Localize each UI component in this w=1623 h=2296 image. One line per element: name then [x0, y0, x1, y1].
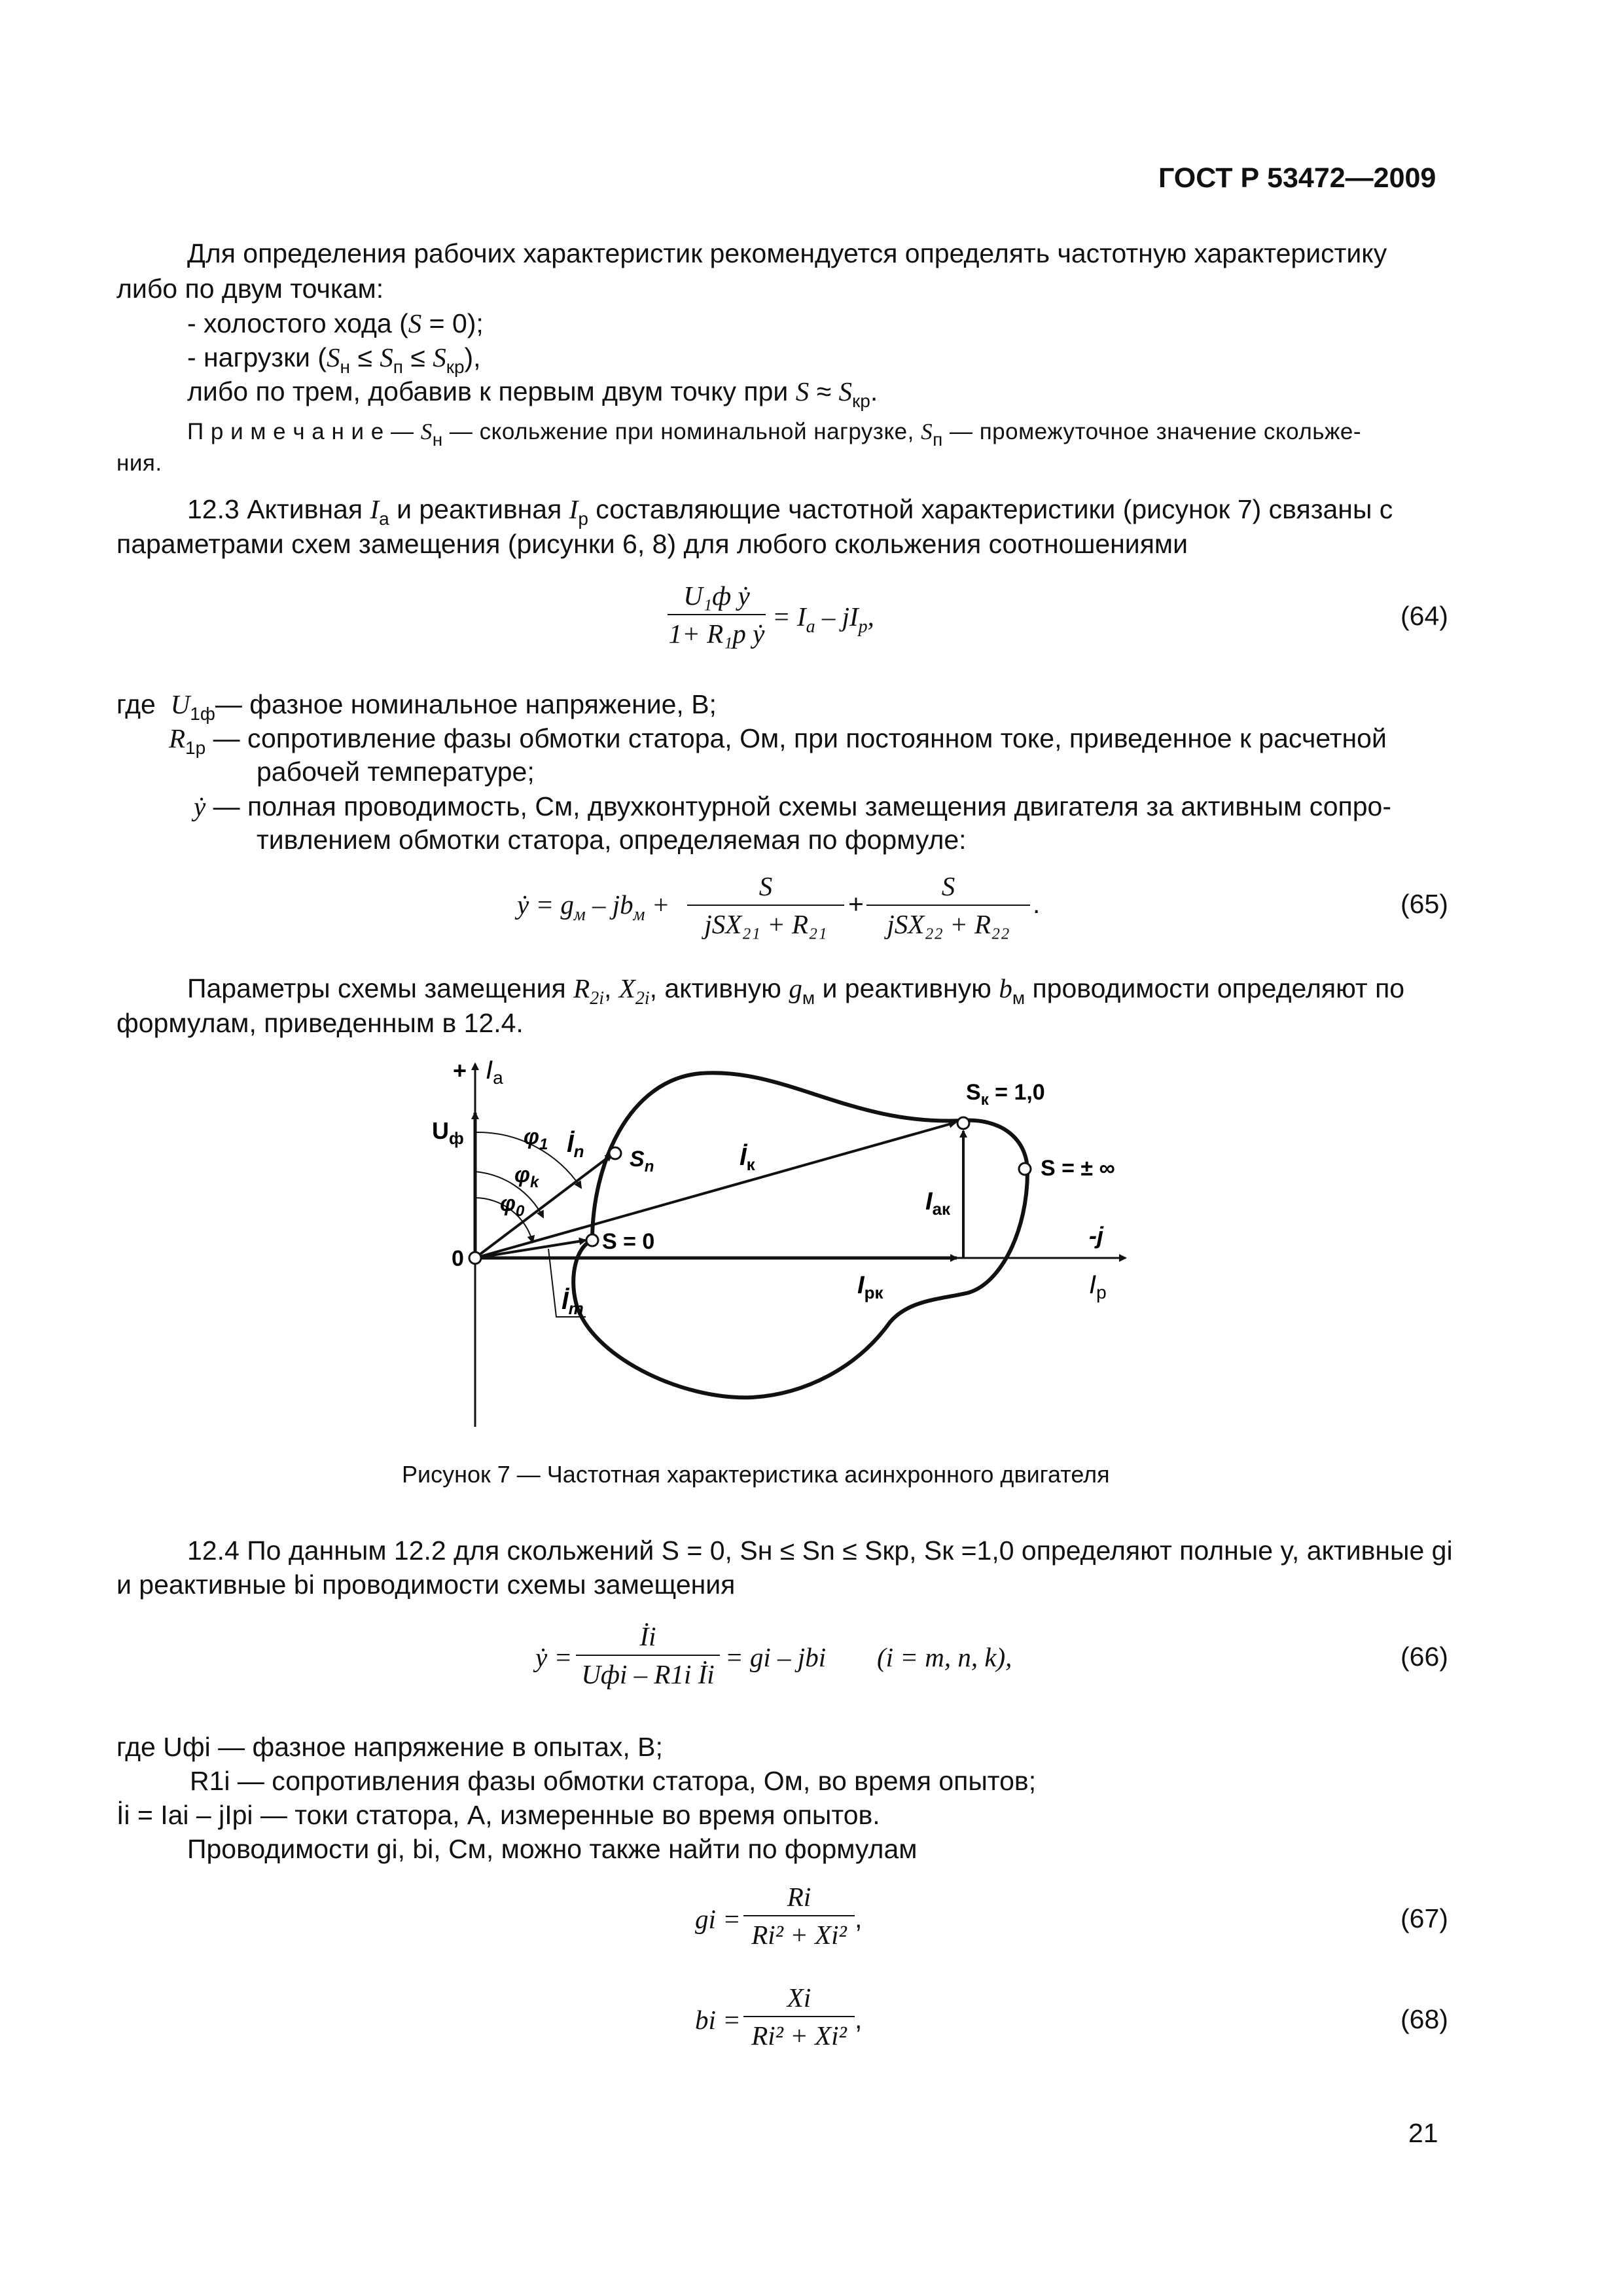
- section-12-4-line-1: 12.4 По данным 12.2 для скольжений S = 0, Sн ≤ Sn ≤ Sкр, Sк =1,0 определяют полные y, активные gi: [187, 1535, 1453, 1566]
- intro-line-1: Для определения рабочих характеристик рекомендуется определять частотную характеристику: [187, 238, 1387, 268]
- label-im: $İ_m$: [562, 1287, 584, 1318]
- note-line-1: П р и м е ч а н и е — $S_н$ — скольжение при номинальной нагрузке, $S_п$ — промежуточное значение скольже-: [187, 419, 1362, 450]
- sinf-point: [1019, 1163, 1031, 1175]
- eq68-tail: ,: [855, 2004, 863, 2034]
- where64-r: $R_{1р}$ — сопротивление фазы обмотки статора, Ом, при постоянном токе, приведенное к расчетной: [169, 723, 1387, 758]
- intro-line-2: либо по двум точкам:: [116, 274, 384, 304]
- intro-item-2: - нагрузки $(S_н \le S_п \le S_{кр})$,: [187, 342, 481, 377]
- eq68-lhs: bi =: [695, 2005, 741, 2035]
- eq64-rhs: = $I_а - jI_р$,: [772, 601, 874, 637]
- origin-point: [469, 1252, 481, 1264]
- eq66-number: (66): [1400, 1641, 1448, 1672]
- where64-u: где $U_{1ф}—$ фазное номинальное напряжение, В;: [116, 689, 717, 724]
- eq65-lhs: ẏ = $g_м - jb_м$ +: [517, 889, 670, 925]
- figure-7-diagram: [393, 1041, 1152, 1446]
- label-phi1: $\varphi_1$: [524, 1124, 548, 1153]
- sn-point: [609, 1147, 621, 1159]
- label-ia: $I_а$: [486, 1056, 503, 1088]
- note-line-2: ния.: [116, 450, 162, 476]
- label-sinf: S = ± ∞: [1041, 1156, 1115, 1181]
- label-minus-j: -j: [1089, 1222, 1103, 1249]
- where66-line-1: где Uфi — фазное напряжение в опытах, В;: [116, 1732, 663, 1762]
- eq65-number: (65): [1400, 889, 1448, 919]
- eq66-rhs: = gi – jbi: [725, 1642, 827, 1672]
- eq67-fraction: Ri Ri² + Xi²: [743, 1881, 855, 1950]
- eq65-plus: +: [848, 889, 864, 919]
- where66-line-2: R1i — сопротивления фазы обмотки статора, Ом, во время опытов;: [190, 1766, 1037, 1796]
- eq68-fraction: Xi Ri² + Xi²: [743, 1982, 855, 2051]
- label-sn: $S_n$: [630, 1147, 654, 1175]
- section-12-4-line-2: и реактивные bi проводимости схемы замещения: [116, 1570, 736, 1600]
- standard-header: ГОСТ Р 53472—2009: [1158, 162, 1436, 194]
- where64-y: ẏ — полная проводимость, См, двухконтурной схемы замещения двигателя за активным сопро-: [194, 791, 1391, 821]
- eq67-tail: ,: [855, 1903, 863, 1933]
- params-line-2: формулам, приведенным в 12.4.: [116, 1008, 524, 1038]
- eq65-fraction-2: S jSX₂₂ + R₂₂: [866, 870, 1030, 940]
- label-phi0: $\varphi_0$: [500, 1191, 525, 1220]
- page-number: 21: [1408, 2118, 1438, 2148]
- eq65-dot: .: [1033, 889, 1041, 919]
- eq64-number: (64): [1400, 601, 1448, 631]
- eq68-number: (68): [1400, 2004, 1448, 2034]
- eq66-fraction: İi Uфi – R1i İi: [576, 1621, 720, 1690]
- label-plus-ia: +: [453, 1057, 467, 1084]
- label-iak: $I_{ак}$: [925, 1188, 951, 1219]
- label-s0: S = 0: [602, 1229, 655, 1254]
- where66-line-3: İi = Iai – jIpi — токи статора, А, измеренные во время опытов.: [116, 1800, 880, 1830]
- label-ik: $İ_к$: [740, 1143, 755, 1174]
- figure-caption: Рисунок 7 — Частотная характеристика асинхронного двигателя: [402, 1461, 1110, 1488]
- intro-item-1: - холостого хода (S = 0);: [187, 308, 484, 338]
- eq66-lhs: ẏ =: [535, 1642, 573, 1672]
- where64-y-cont: тивлением обмотки статора, определяемая по формуле:: [257, 825, 967, 855]
- eq66-condition: (i = m, n, k),: [877, 1642, 1012, 1672]
- label-uf: $U_ф$: [432, 1117, 464, 1148]
- params-line-1: Параметры схемы замещения $R_{2i}$, $X_{2i}$, активную $g_м$ и реактивную $b_м$ проводимости определяют по: [187, 973, 1405, 1009]
- label-phik: $\varphi_k$: [514, 1162, 539, 1191]
- eq64-fraction: U₁ф ẏ 1+ R₁р ẏ: [668, 581, 765, 649]
- section-12-3-line-2: параметрами схем замещения (рисунки 6, 8) для любого скольжения соотношениями: [116, 529, 1188, 559]
- s0-point: [586, 1234, 598, 1246]
- where66-line-4: Проводимости gi, bi, См, можно также найти по формулам: [187, 1834, 918, 1864]
- sk-point: [957, 1117, 969, 1129]
- eq67-lhs: gi =: [695, 1904, 741, 1934]
- label-in: $İ_n$: [567, 1130, 584, 1161]
- label-sk: $S_к = 1,0$: [966, 1080, 1045, 1109]
- label-irk: $I_{рк}$: [857, 1272, 883, 1302]
- where64-r-cont: рабочей температуре;: [257, 757, 535, 787]
- section-12-3-line-1: 12.3 Активная $I_а$ и реактивная $I_р$ составляющие частотной характеристики (рисунок 7) связаны с: [187, 494, 1393, 529]
- eq67-number: (67): [1400, 1903, 1448, 1933]
- eq65-fraction-1: S jSX₂₁ + R₂₁: [687, 870, 844, 940]
- label-ip: $I_р$: [1089, 1270, 1107, 1302]
- intro-line-3: либо по трем, добавив к первым двум точку при $S \approx S_{кр}$.: [187, 376, 878, 411]
- label-origin: 0: [452, 1246, 464, 1271]
